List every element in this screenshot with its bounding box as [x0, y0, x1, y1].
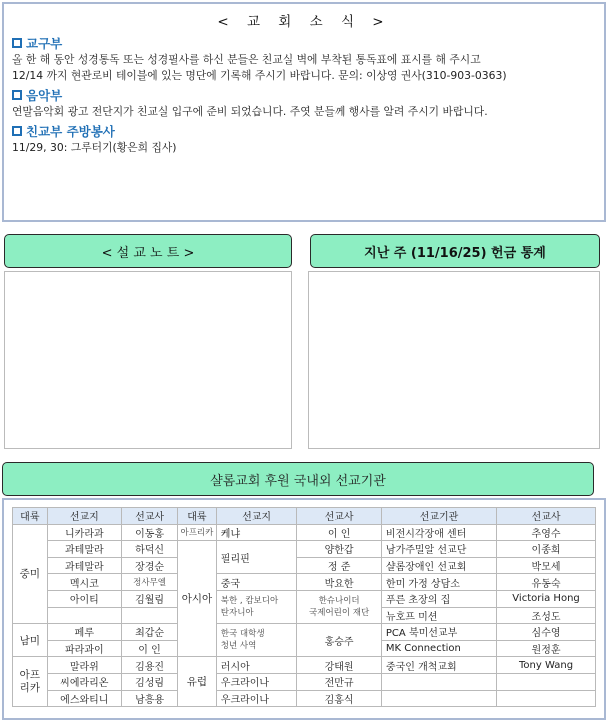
missions-header: 샬롬교회 후원 국내외 선교기관 — [2, 462, 594, 496]
checkbox-square-icon — [12, 126, 22, 136]
table-row — [13, 557, 596, 574]
offering-stats-panel — [308, 271, 600, 449]
mission-org: 한미 가정 상담소 — [381, 574, 496, 591]
missionary — [497, 690, 596, 707]
section-body: 11/29, 30: 그루터기(황은희 집사) — [12, 141, 177, 154]
missionary: 김성림 — [122, 673, 178, 690]
mission-org: 중국인 개척교회 — [381, 657, 496, 674]
missionary: 강태원 — [297, 657, 382, 674]
missionary: 박모세 — [497, 557, 596, 574]
offering-stats-header: 지난 주 (11/16/25) 헌금 통계 — [310, 234, 600, 268]
region-cell: 아프리카 — [13, 657, 48, 707]
mission-field: 과테말라 — [47, 541, 121, 558]
sermon-note-header: < 설 교 노 트 > — [4, 234, 292, 268]
missionary: 추영수 — [497, 524, 596, 541]
header-cell: 대륙 — [13, 508, 48, 525]
mission-field: 과테말라 — [47, 557, 121, 574]
table-header-row — [13, 508, 596, 525]
missionary: Victoria Hong — [497, 590, 596, 607]
news-section-education — [12, 34, 596, 84]
missionary: 이 인 — [297, 524, 382, 541]
missions-table-box — [2, 498, 606, 720]
news-section-music — [12, 86, 596, 120]
header-cell: 선교사 — [122, 508, 178, 525]
checkbox-square-icon — [12, 38, 22, 48]
mission-org — [381, 690, 496, 707]
table-row — [13, 690, 596, 707]
mission-org: PCA 북미선교부 — [381, 624, 496, 641]
region-cell: 남미 — [13, 624, 48, 657]
mission-org — [381, 673, 496, 690]
missionary: 김용진 — [122, 657, 178, 674]
section-body: 연말음악회 광고 전단지가 친교실 입구에 준비 되었습니다. 주엿 분들께 행사를 알려 주시기 바랍니다. — [12, 105, 488, 118]
mission-field: 케냐 — [216, 524, 297, 541]
section-heading: 친교부 주방봉사 — [26, 124, 115, 139]
mission-org: 뉴호프 미션 — [381, 607, 496, 624]
missionary: 전만규 — [297, 673, 382, 690]
header-cell: 대륙 — [178, 508, 217, 525]
missionary: 김월림 — [122, 590, 178, 607]
mission-org: 비전시각장애 센터 — [381, 524, 496, 541]
mission-org: 남가주밀알 선교단 — [381, 541, 496, 558]
section-heading: 음악부 — [26, 88, 63, 103]
table-row — [13, 541, 596, 558]
region-cell: 아시아 — [178, 541, 217, 657]
missionary: 이 인 — [122, 640, 178, 657]
missionary: 하덕신 — [122, 541, 178, 558]
mission-org: 샬롬장애인 선교회 — [381, 557, 496, 574]
missionary: 조성도 — [497, 607, 596, 624]
missionary — [122, 607, 178, 624]
missionary: 심수영 — [497, 624, 596, 641]
missionary: 유동숙 — [497, 574, 596, 591]
table-row — [13, 673, 596, 690]
table-row — [13, 657, 596, 674]
missionary: 정 준 — [297, 557, 382, 574]
missionary: 양한갑 — [297, 541, 382, 558]
mission-field: 우크라이나 — [216, 673, 297, 690]
region-cell: 유럽 — [178, 657, 217, 707]
mission-field: 멕시코 — [47, 574, 121, 591]
mission-field: 북한 , 캄보디아 탄자니아 — [216, 590, 297, 623]
mission-field: 니카라과 — [47, 524, 121, 541]
region-cell: 아프리카 — [178, 524, 217, 541]
mission-field: 우크라이나 — [216, 690, 297, 707]
table-row — [13, 590, 596, 607]
table-row — [13, 524, 596, 541]
news-section-fellowship — [12, 122, 596, 156]
mission-field: 아이티 — [47, 590, 121, 607]
missionary: 남흥용 — [122, 690, 178, 707]
missions-table — [12, 507, 596, 707]
missionary: 박요한 — [297, 574, 382, 591]
mission-field: 한국 대학생 청년 사역 — [216, 624, 297, 657]
mission-field: 페루 — [47, 624, 121, 641]
church-news-box — [2, 2, 606, 222]
checkbox-square-icon — [12, 90, 22, 100]
missionary: 홍승주 — [297, 624, 382, 657]
missionary: 김홍식 — [297, 690, 382, 707]
missionary — [497, 673, 596, 690]
mission-field: 러시아 — [216, 657, 297, 674]
section-body: 올 한 해 동안 성경통독 또는 성경필사를 하신 분들은 친교실 벽에 부착된 통독표에 표시를 해 주시고 12/14 까지 현관로비 테이블에 있는 명단에 기록해 주시기 바랍니다. 문의: 이상영 권사(310-903-0363) — [12, 53, 507, 82]
sermon-note-panel — [4, 271, 292, 449]
mission-org: MK Connection — [381, 640, 496, 657]
mission-field: 씨에라리온 — [47, 673, 121, 690]
mission-field: 필리핀 — [216, 541, 297, 574]
table-row — [13, 574, 596, 591]
header-cell: 선교기관 — [381, 508, 496, 525]
missionary: 이종희 — [497, 541, 596, 558]
church-news-title: < 교 회 소 식 > — [217, 14, 391, 30]
mission-field: 에스와티니 — [47, 690, 121, 707]
missionary: 한슈나이더 국제어린이 재단 — [297, 590, 382, 623]
mission-field — [47, 607, 121, 624]
missionary: Tony Wang — [497, 657, 596, 674]
missionary: 정사무엘 — [122, 574, 178, 591]
table-row — [13, 624, 596, 641]
header-cell: 선교지 — [216, 508, 297, 525]
header-cell: 선교사 — [297, 508, 382, 525]
missionary: 이동홍 — [122, 524, 178, 541]
header-cell: 선교지 — [47, 508, 121, 525]
missionary: 원정훈 — [497, 640, 596, 657]
header-cell: 선교사 — [497, 508, 596, 525]
missionary: 장경순 — [122, 557, 178, 574]
mission-field: 파라과이 — [47, 640, 121, 657]
section-heading: 교구부 — [26, 36, 63, 51]
mission-field: 중국 — [216, 574, 297, 591]
missionary: 최갑순 — [122, 624, 178, 641]
mission-field: 말라위 — [47, 657, 121, 674]
mission-org: 푸른 초장의 집 — [381, 590, 496, 607]
region-cell: 중미 — [13, 524, 48, 624]
